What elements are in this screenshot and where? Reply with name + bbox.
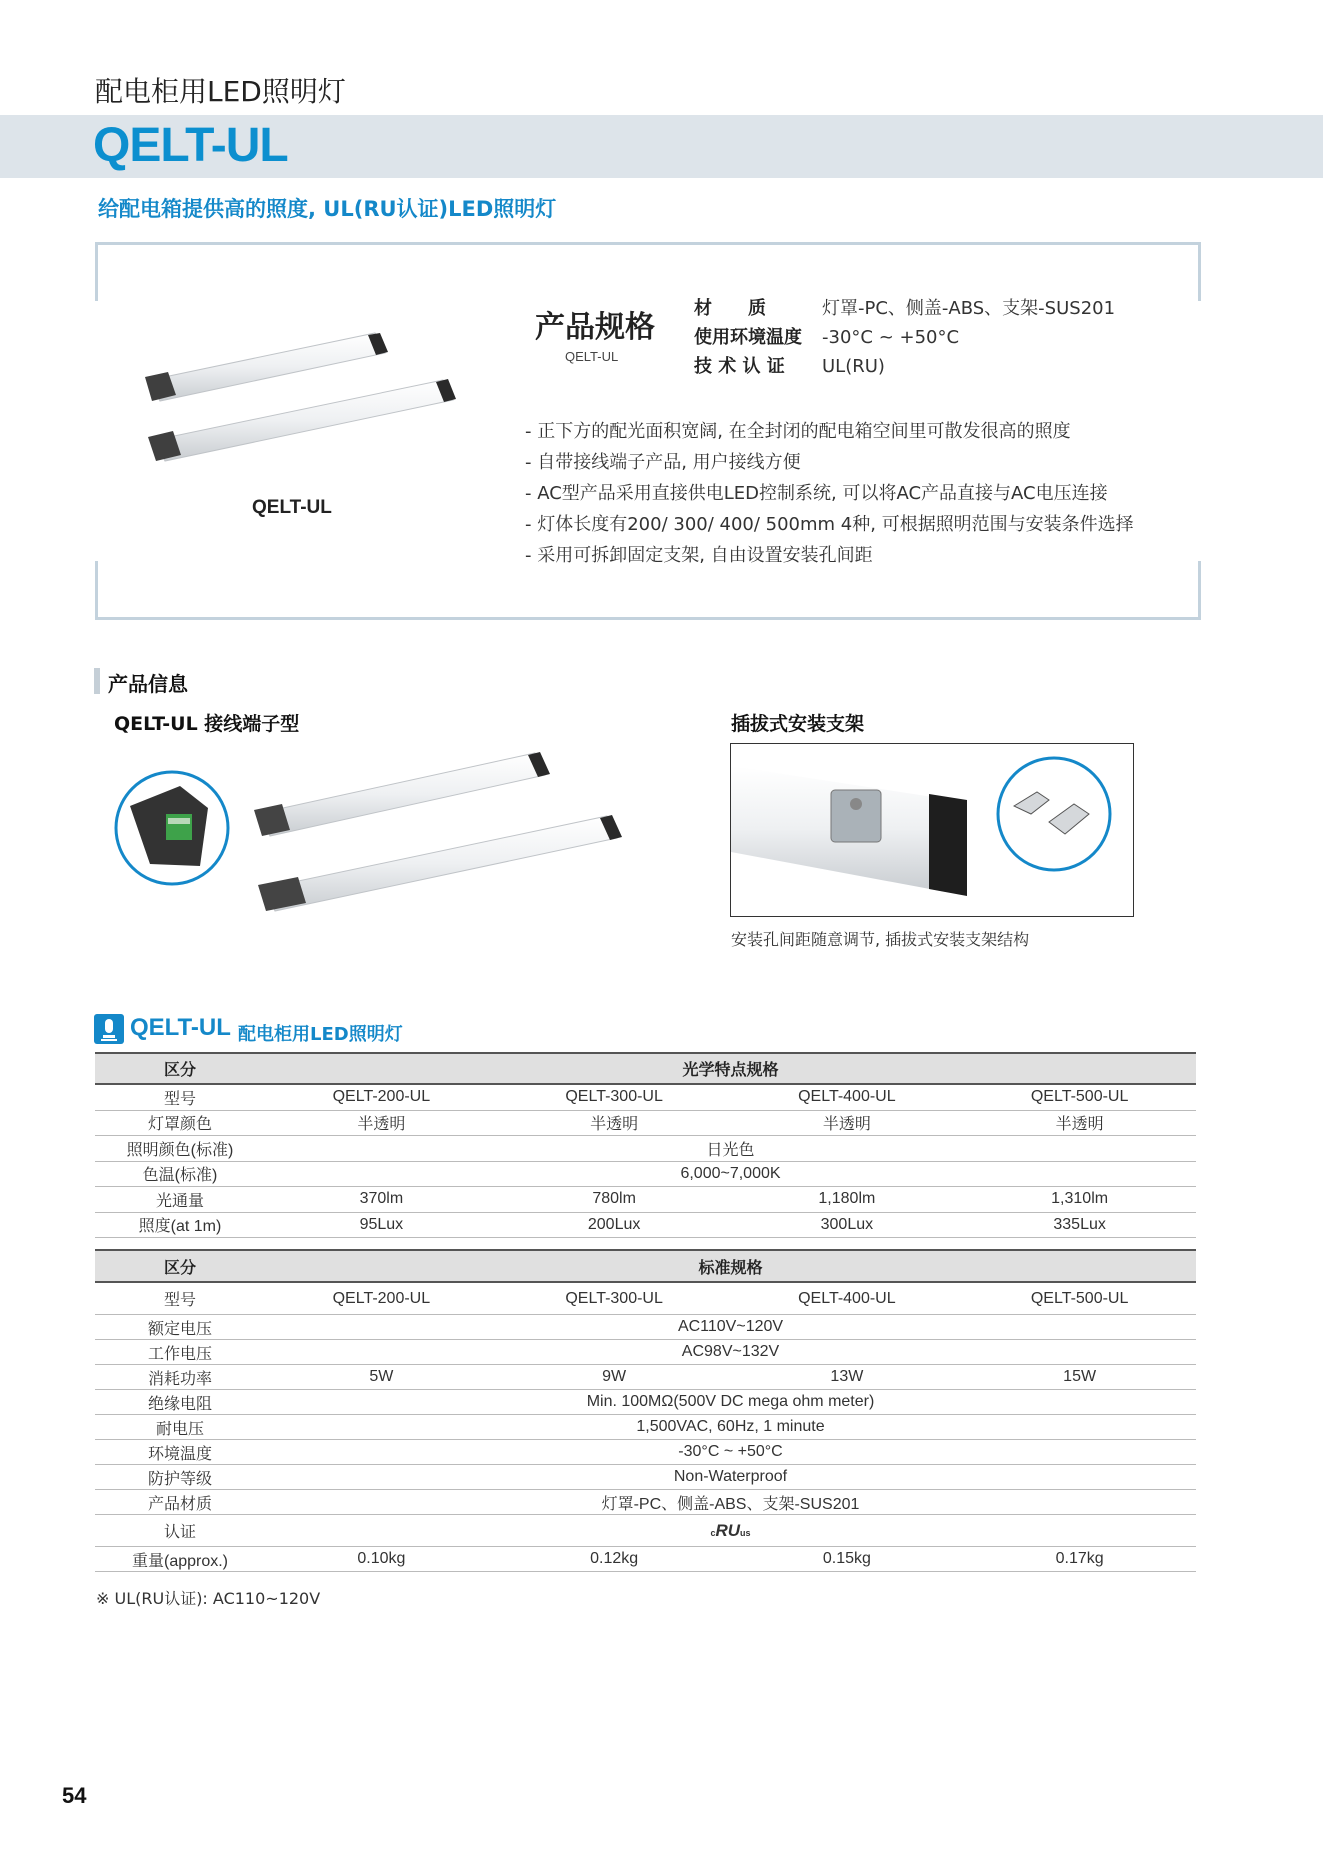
row-label: 重量(approx.) <box>95 1547 265 1572</box>
row-label: 防护等级 <box>95 1465 265 1490</box>
table-row <box>95 1212 1196 1238</box>
spec-material <box>694 294 1115 320</box>
table-cell: 6,000~7,000K <box>265 1161 1196 1187</box>
table-subtitle: 配电柜用LED照明灯 <box>238 1024 403 1045</box>
table-cell: 335Lux <box>963 1212 1196 1238</box>
row-label: 认证 <box>95 1515 265 1547</box>
table-row <box>95 1547 1196 1572</box>
feature-item: - 灯体长度有200/ 300/ 400/ 500mm 4种, 可根据照明范围与安装条件选择 <box>525 509 1205 540</box>
feature-item: - 正下方的配光面积宽阔, 在全封闭的配电箱空间里可散发很高的照度 <box>525 416 1205 447</box>
product-image-caption: QELT-UL <box>252 497 332 518</box>
spec-heading: 产品规格 <box>535 310 655 345</box>
table-row <box>95 1465 1196 1490</box>
table-row <box>95 1515 1196 1547</box>
table-cell: QELT-500-UL <box>963 1282 1196 1315</box>
table-cell: AC98V~132V <box>265 1340 1196 1365</box>
table-cell: 灯罩-PC、侧盖-ABS、支架-SUS201 <box>265 1490 1196 1515</box>
row-label: 耐电压 <box>95 1415 265 1440</box>
row-label: 光通量 <box>95 1187 265 1213</box>
spec-label: 技 术 认 证 <box>694 356 785 377</box>
section-title: 产品信息 <box>108 672 188 696</box>
lamp-tube-lower <box>258 815 622 911</box>
table-cell: 5W <box>265 1365 498 1390</box>
feature-item: - AC型产品采用直接供电LED控制系统, 可以将AC产品直接与AC电压连接 <box>525 478 1205 509</box>
bracket-detail-circle <box>998 758 1110 870</box>
table-cell: 9W <box>498 1365 731 1390</box>
table-cell: 半透明 <box>265 1110 498 1136</box>
table-cell: 日光色 <box>265 1136 1196 1162</box>
table-cell: 300Lux <box>731 1212 964 1238</box>
table-cell: 13W <box>731 1365 964 1390</box>
table-row <box>95 1490 1196 1515</box>
table-row <box>95 1340 1196 1365</box>
feature-item: - 自带接线端子产品, 用户接线方便 <box>525 447 1205 478</box>
table-cell: 370lm <box>265 1187 498 1213</box>
table-header-cell: 区分 <box>95 1053 265 1084</box>
table-cell: 半透明 <box>498 1110 731 1136</box>
feature-item: - 采用可拆卸固定支架, 自由设置安装孔间距 <box>525 540 1205 571</box>
optical-spec-table <box>95 1052 1196 1238</box>
row-label: 环境温度 <box>95 1440 265 1465</box>
box-bracket-top <box>95 242 1201 301</box>
bracket-note: 安装孔间距随意调节, 插拔式安装支架结构 <box>731 930 1030 949</box>
table-cell: 780lm <box>498 1187 731 1213</box>
bracket-title: 插拔式安装支架 <box>731 713 865 735</box>
standard-spec-table <box>95 1249 1196 1572</box>
table-row <box>95 1187 1196 1213</box>
section-marker <box>94 668 100 694</box>
table-row <box>95 1110 1196 1136</box>
table-cell <box>265 1515 1196 1547</box>
table-cell: 1,500VAC, 60Hz, 1 minute <box>265 1415 1196 1440</box>
row-label: 消耗功率 <box>95 1365 265 1390</box>
table-cell: 0.10kg <box>265 1547 498 1572</box>
table-row <box>95 1390 1196 1415</box>
table-row <box>95 1161 1196 1187</box>
table-cell: 0.12kg <box>498 1547 731 1572</box>
table-row <box>95 1084 1196 1110</box>
spec-model: QELT-UL <box>565 349 619 364</box>
table-header-cell: 区分 <box>95 1250 265 1282</box>
row-label: 照明颜色(标准) <box>95 1136 265 1162</box>
spec-value: 灯罩-PC、侧盖-ABS、支架-SUS201 <box>822 298 1116 319</box>
footnote: ※ UL(RU认证): AC110~120V <box>96 1589 321 1608</box>
spec-label: 使用环境温度 <box>694 327 802 348</box>
feature-list <box>525 416 1205 571</box>
row-label: 型号 <box>95 1282 265 1315</box>
tagline: 给配电箱提供高的照度, UL(RU认证)LED照明灯 <box>98 197 557 221</box>
row-label: 产品材质 <box>95 1490 265 1515</box>
table-cell: -30°C ~ +50°C <box>265 1440 1196 1465</box>
table-cell: 0.17kg <box>963 1547 1196 1572</box>
terminal-detail-circle <box>116 772 228 884</box>
table-cell: 1,180lm <box>731 1187 964 1213</box>
lamp-tube-upper <box>254 752 550 836</box>
table-cell: QELT-200-UL <box>265 1084 498 1110</box>
table-cell: QELT-400-UL <box>731 1084 964 1110</box>
product-image <box>140 325 470 475</box>
table-cell: 95Lux <box>265 1212 498 1238</box>
spec-label: 材 质 <box>694 298 766 319</box>
table-header-row <box>95 1250 1196 1282</box>
table-header-row <box>95 1053 1196 1084</box>
row-label: 工作电压 <box>95 1340 265 1365</box>
spec-certification <box>694 352 885 378</box>
lamp-icon <box>94 1014 124 1044</box>
ul-certification-mark: cRUus <box>710 1520 751 1540</box>
table-cell: QELT-300-UL <box>498 1084 731 1110</box>
row-label: 绝缘电阻 <box>95 1390 265 1415</box>
table-cell: 15W <box>963 1365 1196 1390</box>
table-cell: 半透明 <box>963 1110 1196 1136</box>
table-cell: QELT-500-UL <box>963 1084 1196 1110</box>
table-cell: Min. 100MΩ(500V DC mega ohm meter) <box>265 1390 1196 1415</box>
spec-value: -30°C ~ +50°C <box>822 327 960 348</box>
table-row <box>95 1415 1196 1440</box>
row-label: 灯罩颜色 <box>95 1110 265 1136</box>
table-header-cell: 标准规格 <box>265 1250 1196 1282</box>
lamp-tube-upper <box>145 333 388 401</box>
terminal-image <box>110 748 660 938</box>
page-number: 54 <box>62 1783 87 1808</box>
row-label: 照度(at 1m) <box>95 1212 265 1238</box>
bracket-image-frame <box>730 743 1134 917</box>
bracket-image <box>731 744 1133 916</box>
table-header-cell: 光学特点规格 <box>265 1053 1196 1084</box>
table-cell: 200Lux <box>498 1212 731 1238</box>
row-label: 型号 <box>95 1084 265 1110</box>
table-row <box>95 1282 1196 1315</box>
row-label: 色温(标准) <box>95 1161 265 1187</box>
table-title: QELT-UL <box>130 1014 231 1041</box>
row-label: 额定电压 <box>95 1315 265 1340</box>
table-row <box>95 1365 1196 1390</box>
terminal-title: QELT-UL 接线端子型 <box>114 713 300 735</box>
category-title: 配电柜用LED照明灯 <box>95 75 346 108</box>
table-cell: QELT-300-UL <box>498 1282 731 1315</box>
table-cell: 1,310lm <box>963 1187 1196 1213</box>
table-row <box>95 1440 1196 1465</box>
table-row <box>95 1136 1196 1162</box>
table-cell: Non-Waterproof <box>265 1465 1196 1490</box>
model-title: QELT-UL <box>93 119 288 172</box>
table-cell: AC110V~120V <box>265 1315 1196 1340</box>
spec-value: UL(RU) <box>822 356 885 377</box>
table-cell: 0.15kg <box>731 1547 964 1572</box>
table-cell: QELT-200-UL <box>265 1282 498 1315</box>
spec-temperature <box>694 323 959 349</box>
table-row <box>95 1315 1196 1340</box>
table-cell: 半透明 <box>731 1110 964 1136</box>
table-cell: QELT-400-UL <box>731 1282 964 1315</box>
